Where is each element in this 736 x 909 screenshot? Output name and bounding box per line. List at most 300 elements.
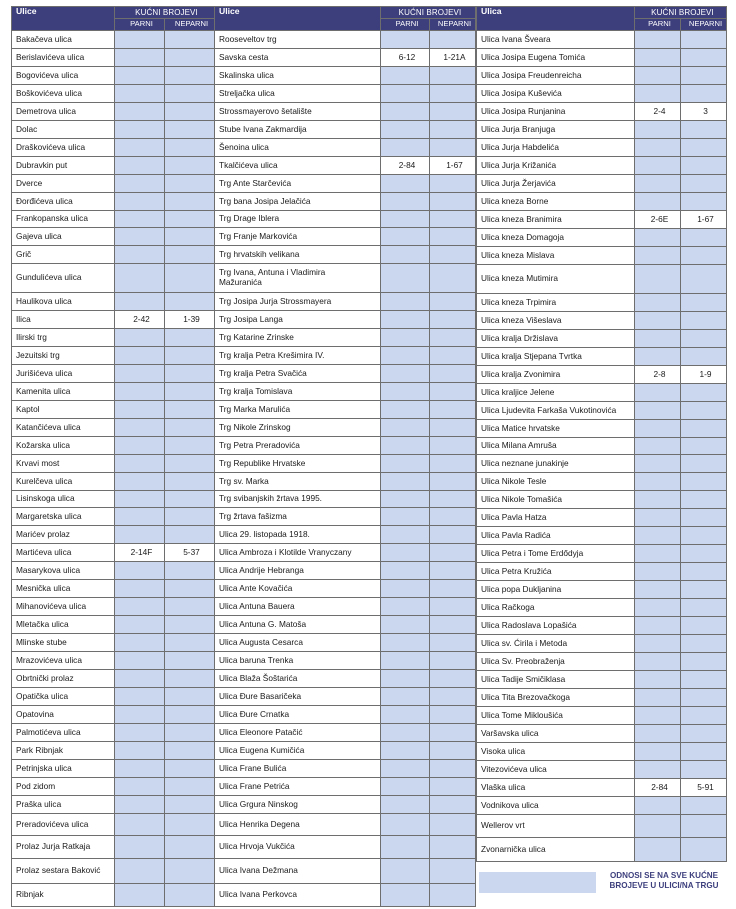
table-row	[477, 779, 727, 797]
table-row	[12, 139, 215, 157]
all-numbers-cell	[430, 347, 476, 365]
table-row	[12, 670, 215, 688]
all-numbers-cell	[430, 670, 476, 688]
street-name-cell: Bakačeva ulica	[12, 31, 115, 49]
street-name-cell: Trg Franje Markovića	[215, 228, 381, 246]
parni-range-cell: 2-4	[635, 103, 681, 121]
all-numbers-cell	[115, 347, 165, 365]
table-row	[477, 175, 727, 193]
table-row	[215, 246, 476, 264]
all-numbers-cell	[381, 814, 430, 836]
all-numbers-cell	[381, 616, 430, 634]
all-numbers-cell	[165, 634, 215, 652]
all-numbers-cell	[381, 264, 430, 293]
street-name-cell: Jurišićeva ulica	[12, 365, 115, 383]
all-numbers-cell	[681, 635, 727, 653]
table-row	[12, 85, 215, 103]
all-numbers-cell	[635, 635, 681, 653]
all-numbers-cell	[165, 455, 215, 473]
table-row	[12, 688, 215, 706]
table-row	[12, 419, 215, 437]
all-numbers-cell	[681, 402, 727, 420]
table-row	[215, 778, 476, 796]
street-name-cell: Grič	[12, 246, 115, 264]
street-name-cell: Ulica Petra Kružića	[477, 563, 635, 581]
street-name-cell: Preradovićeva ulica	[12, 814, 115, 836]
all-numbers-cell	[381, 796, 430, 814]
neparni-range-cell: 1-39	[165, 311, 215, 329]
table-row	[12, 884, 215, 907]
table-row	[215, 121, 476, 139]
street-name-cell: Ulica Tome Mikloušića	[477, 707, 635, 725]
all-numbers-cell	[430, 211, 476, 228]
table-row	[477, 294, 727, 312]
street-name-cell: Berislavićeva ulica	[12, 49, 115, 67]
all-numbers-cell	[381, 859, 430, 884]
street-name-cell: Dubravkin put	[12, 157, 115, 175]
all-numbers-cell	[430, 437, 476, 455]
all-numbers-cell	[430, 508, 476, 526]
all-numbers-cell	[430, 228, 476, 246]
table-row	[477, 49, 727, 67]
street-name-cell: Pod zidom	[12, 778, 115, 796]
all-numbers-cell	[681, 265, 727, 294]
table-row	[477, 743, 727, 761]
all-numbers-cell	[430, 836, 476, 859]
table-row	[215, 884, 476, 907]
street-name-cell: Vitezovićeva ulica	[477, 761, 635, 779]
all-numbers-cell	[681, 599, 727, 617]
all-numbers-cell	[681, 473, 727, 491]
table-row	[215, 796, 476, 814]
street-name-cell: Ulica kneza Mutimira	[477, 265, 635, 294]
all-numbers-cell	[681, 545, 727, 563]
parni-range-cell: 2-84	[635, 779, 681, 797]
all-numbers-cell	[115, 814, 165, 836]
all-numbers-cell	[635, 743, 681, 761]
all-numbers-cell	[681, 653, 727, 671]
table-row	[477, 761, 727, 779]
street-name-cell: Trg Josipa Jurja Strossmayera	[215, 293, 381, 311]
table-row	[215, 688, 476, 706]
all-numbers-cell	[381, 329, 430, 347]
table-row	[12, 652, 215, 670]
table-row	[477, 838, 727, 862]
table-row	[477, 402, 727, 420]
table-row	[215, 598, 476, 616]
all-numbers-cell	[635, 563, 681, 581]
column-header-neparni: NEPARNI	[165, 19, 215, 31]
table-row	[12, 365, 215, 383]
street-name-cell: Ulica Augusta Cesarca	[215, 634, 381, 652]
table-row	[12, 724, 215, 742]
all-numbers-cell	[430, 246, 476, 264]
table-row	[12, 211, 215, 228]
table-row	[12, 49, 215, 67]
street-name-cell: Ulica popa Dukljanina	[477, 581, 635, 599]
street-name-cell: Trg kralja Petra Svačića	[215, 365, 381, 383]
street-name-cell: Kožarska ulica	[12, 437, 115, 455]
all-numbers-cell	[430, 139, 476, 157]
all-numbers-cell	[430, 526, 476, 544]
all-numbers-cell	[635, 473, 681, 491]
all-numbers-cell	[381, 455, 430, 473]
all-numbers-cell	[165, 246, 215, 264]
all-numbers-cell	[635, 838, 681, 862]
all-numbers-cell	[381, 293, 430, 311]
street-name-cell: Vodnikova ulica	[477, 797, 635, 815]
all-numbers-cell	[681, 312, 727, 330]
all-numbers-cell	[115, 365, 165, 383]
street-name-cell: Ulica Tita Brezovačkoga	[477, 689, 635, 707]
street-name-cell: Ilica	[12, 311, 115, 329]
all-numbers-cell	[430, 562, 476, 580]
column-header-parni: PARNI	[381, 19, 430, 31]
all-numbers-cell	[381, 401, 430, 419]
all-numbers-cell	[381, 228, 430, 246]
table-row	[477, 438, 727, 455]
table-row	[12, 616, 215, 634]
all-numbers-cell	[635, 725, 681, 743]
table-row	[215, 228, 476, 246]
all-numbers-cell	[430, 329, 476, 347]
table-row	[12, 814, 215, 836]
column-header-house-numbers: KUĆNI BROJEVI	[635, 7, 727, 19]
all-numbers-cell	[165, 580, 215, 598]
all-numbers-cell	[381, 347, 430, 365]
all-numbers-cell	[381, 652, 430, 670]
all-numbers-cell	[430, 742, 476, 760]
all-numbers-cell	[430, 473, 476, 491]
street-name-cell: Draškovićeva ulica	[12, 139, 115, 157]
street-name-cell: Stube Ivana Zakmardija	[215, 121, 381, 139]
street-name-cell: Ulica kralja Držislava	[477, 330, 635, 348]
street-name-cell: Kurelčeva ulica	[12, 473, 115, 491]
table-row	[12, 329, 215, 347]
parni-range-cell: 2-42	[115, 311, 165, 329]
all-numbers-cell	[381, 598, 430, 616]
street-name-cell: Praška ulica	[12, 796, 115, 814]
table-row	[477, 31, 727, 49]
table-row	[12, 228, 215, 246]
all-numbers-cell	[635, 707, 681, 725]
all-numbers-cell	[165, 103, 215, 121]
street-name-cell: Mlinske stube	[12, 634, 115, 652]
all-numbers-cell	[165, 347, 215, 365]
all-numbers-cell	[165, 383, 215, 401]
all-numbers-cell	[381, 175, 430, 193]
street-name-line: Trg Ivana, Antuna i Vladimira	[219, 267, 326, 278]
all-numbers-cell	[165, 139, 215, 157]
street-name-cell: Trg Nikole Zrinskog	[215, 419, 381, 437]
table-row	[215, 724, 476, 742]
column-header-street: Ulice	[12, 7, 115, 31]
all-numbers-cell	[381, 562, 430, 580]
all-numbers-cell	[115, 67, 165, 85]
street-name-cell: Ulica sv. Ćirila i Metoda	[477, 635, 635, 653]
all-numbers-cell	[635, 31, 681, 49]
street-name-cell: Šenoina ulica	[215, 139, 381, 157]
all-numbers-cell	[165, 562, 215, 580]
table-row	[215, 760, 476, 778]
all-numbers-cell	[635, 384, 681, 402]
all-numbers-cell	[115, 526, 165, 544]
all-numbers-cell	[635, 581, 681, 599]
parni-range-cell: 6-12	[381, 49, 430, 67]
all-numbers-cell	[165, 293, 215, 311]
all-numbers-cell	[430, 67, 476, 85]
all-numbers-cell	[681, 330, 727, 348]
table-row	[12, 706, 215, 724]
neparni-range-cell: 1-21A	[430, 49, 476, 67]
street-name-cell: Mrazovićeva ulica	[12, 652, 115, 670]
table-row	[12, 859, 215, 884]
table-row	[12, 193, 215, 211]
table-row	[12, 67, 215, 85]
table-row	[477, 491, 727, 509]
street-name-cell: Ulica Petra i Tome Erdődyja	[477, 545, 635, 563]
street-name-cell: Ulica Blaža Šoštarića	[215, 670, 381, 688]
all-numbers-cell	[115, 211, 165, 228]
street-name-cell: Vlaška ulica	[477, 779, 635, 797]
all-numbers-cell	[381, 365, 430, 383]
all-numbers-cell	[681, 384, 727, 402]
all-numbers-cell	[115, 103, 165, 121]
all-numbers-cell	[430, 121, 476, 139]
all-numbers-cell	[635, 545, 681, 563]
all-numbers-cell	[165, 652, 215, 670]
all-numbers-cell	[381, 437, 430, 455]
all-numbers-cell	[635, 689, 681, 707]
legend	[477, 870, 721, 894]
all-numbers-cell	[635, 491, 681, 509]
street-name-cell: Ulica Jurja Žerjavića	[477, 175, 635, 193]
neparni-range-cell: 1-67	[681, 211, 727, 229]
column-header-neparni: NEPARNI	[681, 19, 727, 31]
table-row	[12, 31, 215, 49]
street-name-cell: Ulica Pavla Radića	[477, 527, 635, 545]
street-name-cell: Ulica Ljudevita Farkaša Vukotinovića	[477, 402, 635, 420]
table-row	[477, 85, 727, 103]
all-numbers-cell	[681, 455, 727, 473]
table-row	[12, 157, 215, 175]
street-name-cell: Ilirski trg	[12, 329, 115, 347]
street-name-cell: Obrtnički prolaz	[12, 670, 115, 688]
all-numbers-cell	[430, 383, 476, 401]
street-name-cell: Petrinjska ulica	[12, 760, 115, 778]
table-row	[477, 455, 727, 473]
table-row	[12, 778, 215, 796]
table-row	[215, 347, 476, 365]
street-name-cell: Đorđićeva ulica	[12, 193, 115, 211]
street-name-cell: Marićev prolaz	[12, 526, 115, 544]
street-name-cell: Kaptol	[12, 401, 115, 419]
street-name-cell: Dverce	[12, 175, 115, 193]
table-row	[12, 580, 215, 598]
table-row	[477, 67, 727, 85]
all-numbers-cell	[681, 85, 727, 103]
street-name-cell: Ulica Milana Amruša	[477, 438, 635, 455]
table-row	[477, 797, 727, 815]
table-row	[477, 527, 727, 545]
table-row	[215, 264, 476, 293]
table-row	[477, 815, 727, 838]
all-numbers-cell	[381, 778, 430, 796]
street-name-cell: Zvonarnička ulica	[477, 838, 635, 862]
street-name-cell: Ulica Josipa Freudenreicha	[477, 67, 635, 85]
all-numbers-cell	[635, 265, 681, 294]
street-name-cell: Ulica kraljice Jelene	[477, 384, 635, 402]
all-numbers-cell	[430, 491, 476, 508]
street-name-cell: Ulica Frane Bulića	[215, 760, 381, 778]
all-numbers-cell	[681, 121, 727, 139]
all-numbers-cell	[165, 724, 215, 742]
street-name-cell: Ulica Jurja Branjuga	[477, 121, 635, 139]
street-name-cell: Mesnička ulica	[12, 580, 115, 598]
table-row	[12, 347, 215, 365]
all-numbers-cell	[430, 634, 476, 652]
column-header-street: Ulice	[215, 7, 381, 31]
table-row	[12, 760, 215, 778]
all-numbers-cell	[430, 85, 476, 103]
table-row	[12, 246, 215, 264]
all-numbers-cell	[165, 264, 215, 293]
all-numbers-cell	[681, 563, 727, 581]
all-numbers-cell	[115, 688, 165, 706]
all-numbers-cell	[165, 796, 215, 814]
all-numbers-cell	[165, 211, 215, 228]
all-numbers-cell	[115, 228, 165, 246]
table-row	[215, 419, 476, 437]
all-numbers-cell	[681, 294, 727, 312]
all-numbers-cell	[635, 761, 681, 779]
all-numbers-cell	[115, 562, 165, 580]
all-numbers-cell	[681, 157, 727, 175]
all-numbers-cell	[165, 329, 215, 347]
all-numbers-cell	[381, 383, 430, 401]
all-numbers-cell	[381, 526, 430, 544]
street-name-cell: Savska cesta	[215, 49, 381, 67]
table-row	[12, 796, 215, 814]
table-row	[12, 103, 215, 121]
street-name-cell: Martićeva ulica	[12, 544, 115, 562]
street-name-cell: Bogovićeva ulica	[12, 67, 115, 85]
table-row	[215, 508, 476, 526]
street-name-line: Mažuranića	[219, 277, 262, 287]
all-numbers-cell	[635, 438, 681, 455]
all-numbers-cell	[165, 85, 215, 103]
street-name-cell: Ulica Nikole Tomašića	[477, 491, 635, 509]
all-numbers-cell	[635, 85, 681, 103]
all-numbers-cell	[635, 420, 681, 438]
table-row	[477, 384, 727, 402]
table-row	[215, 634, 476, 652]
street-name-cell: Prolaz sestara Baković	[12, 859, 115, 884]
street-name-cell: Mihanovićeva ulica	[12, 598, 115, 616]
table-row	[12, 473, 215, 491]
street-name-cell: Trg bana Josipa Jelačića	[215, 193, 381, 211]
all-numbers-cell	[165, 473, 215, 491]
all-numbers-cell	[430, 859, 476, 884]
street-name-cell: Ulica Tadije Smičiklasa	[477, 671, 635, 689]
all-numbers-cell	[381, 85, 430, 103]
parni-range-cell: 2-6E	[635, 211, 681, 229]
all-numbers-cell	[165, 67, 215, 85]
table-row	[215, 311, 476, 329]
all-numbers-cell	[381, 491, 430, 508]
all-numbers-cell	[635, 229, 681, 247]
all-numbers-cell	[381, 634, 430, 652]
table-row	[215, 455, 476, 473]
table-row	[215, 580, 476, 598]
all-numbers-cell	[430, 193, 476, 211]
street-name-cell: Palmotićeva ulica	[12, 724, 115, 742]
street-name-cell: Gajeva ulica	[12, 228, 115, 246]
street-name-cell: Ulica Radoslava Lopašića	[477, 617, 635, 635]
street-name-cell: Ulica Ivana Dežmana	[215, 859, 381, 884]
all-numbers-cell	[635, 653, 681, 671]
all-numbers-cell	[681, 743, 727, 761]
all-numbers-cell	[635, 139, 681, 157]
all-numbers-cell	[381, 31, 430, 49]
column-header-house-numbers: KUĆNI BROJEVI	[381, 7, 476, 19]
legend-swatch	[479, 872, 596, 893]
table-row	[12, 175, 215, 193]
all-numbers-cell	[165, 491, 215, 508]
all-numbers-cell	[430, 778, 476, 796]
all-numbers-cell	[165, 508, 215, 526]
table-row	[12, 526, 215, 544]
all-numbers-cell	[115, 121, 165, 139]
all-numbers-cell	[430, 688, 476, 706]
table-row	[12, 491, 215, 508]
neparni-range-cell: 3	[681, 103, 727, 121]
street-name-cell: Ulica Jurja Habdelića	[477, 139, 635, 157]
table-row	[215, 293, 476, 311]
all-numbers-cell	[430, 760, 476, 778]
table-row	[12, 437, 215, 455]
all-numbers-cell	[165, 706, 215, 724]
all-numbers-cell	[635, 797, 681, 815]
table-row	[477, 139, 727, 157]
all-numbers-cell	[430, 544, 476, 562]
all-numbers-cell	[115, 193, 165, 211]
all-numbers-cell	[635, 671, 681, 689]
table-row	[477, 193, 727, 211]
street-name-cell: Skalinska ulica	[215, 67, 381, 85]
all-numbers-cell	[635, 49, 681, 67]
all-numbers-cell	[115, 796, 165, 814]
all-numbers-cell	[381, 473, 430, 491]
table-row	[477, 563, 727, 581]
parni-range-cell: 2-84	[381, 157, 430, 175]
street-name-cell: Ulica kneza Mislava	[477, 247, 635, 265]
street-name-cell: Ulica Jurja Križanića	[477, 157, 635, 175]
table-row	[215, 652, 476, 670]
street-name-cell: Kamenita ulica	[12, 383, 115, 401]
street-name-cell: Ulica Josipa Runjanina	[477, 103, 635, 121]
street-name-cell: Ulica Sv. Preobraženja	[477, 653, 635, 671]
all-numbers-cell	[430, 724, 476, 742]
all-numbers-cell	[381, 193, 430, 211]
all-numbers-cell	[381, 67, 430, 85]
street-name-cell: Ulica 29. listopada 1918.	[215, 526, 381, 544]
street-name-cell: Gundulićeva ulica	[12, 264, 115, 293]
all-numbers-cell	[430, 103, 476, 121]
table-row	[477, 366, 727, 384]
all-numbers-cell	[635, 455, 681, 473]
street-name-cell: Trg žrtava fašizma	[215, 508, 381, 526]
